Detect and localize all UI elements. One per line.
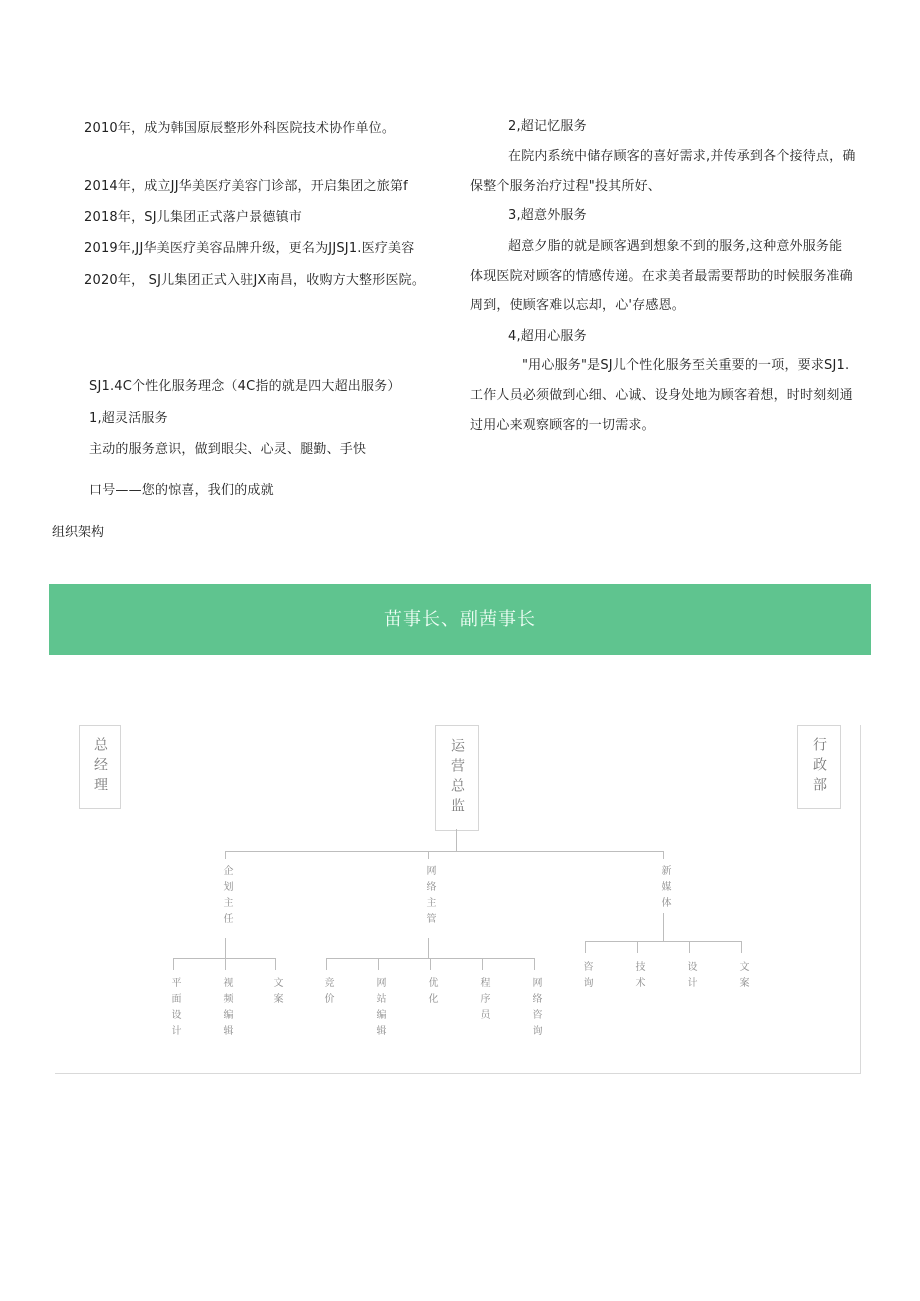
service-2-heading: 2,超记忆服务 <box>508 119 587 134</box>
service-3-text-2: 体现医院对顾客的情感传递。在求美者最需要帮助的时候服务准确 <box>470 269 853 284</box>
service-3-text-1: 超意夕脂的就是顾客遇到想象不到的服务,这种意外服务能 <box>508 239 843 254</box>
slogan: 口号——您的惊喜，我们的成就 <box>89 483 274 498</box>
connector <box>378 958 379 970</box>
service-concept-title: SJ1.4C个性化服务理念（4C指的就是四大超出服务） <box>89 379 401 394</box>
connector <box>585 941 586 953</box>
connector <box>741 941 742 953</box>
connector <box>663 851 664 859</box>
connector <box>173 958 275 959</box>
section-title: 组织架构 <box>52 525 105 540</box>
service-3-text-3: 周到，使顾客难以忘却，心'存感恩。 <box>470 298 685 313</box>
connector <box>689 941 690 953</box>
service-3-heading: 3,超意外服务 <box>508 208 587 223</box>
chairman-banner: 苗事长、副茜事长 <box>49 584 871 655</box>
org-online-consult: 网络咨询 <box>530 977 541 1041</box>
connector <box>225 851 226 859</box>
org-programmer: 程序员 <box>478 977 489 1025</box>
org-general-manager: 总经理 <box>79 725 121 809</box>
connector <box>275 958 276 970</box>
history-2020: 2020年， SJ儿集团正式入驻JX南昌，收购方大整形医院。 <box>84 273 426 288</box>
connector <box>663 913 664 941</box>
org-media-design: 设计 <box>685 961 696 993</box>
connector <box>225 958 226 970</box>
org-web-editing: 网站编辑 <box>374 977 385 1041</box>
connector <box>534 958 535 970</box>
service-4-text-2: 工作人员必须做到心细、心诚、设身处地为顾客着想，时时刻刻通 <box>470 388 853 403</box>
org-operations-director: 运营总监 <box>435 725 479 831</box>
service-2-text-1: 在院内系统中储存顾客的喜好需求,并传承到各个接待点，确 <box>508 149 856 164</box>
history-2014: 2014年，成立JJ华美医疗美容门诊部，开启集团之旅第f <box>84 179 408 194</box>
connector <box>173 958 174 970</box>
org-network-lead: 网络主管 <box>424 865 435 929</box>
service-4-heading: 4,超用心服务 <box>508 329 587 344</box>
connector <box>326 958 327 970</box>
org-media-tech: 技术 <box>633 961 644 993</box>
connector <box>225 851 663 852</box>
history-2019: 2019年,JJ华美医疗美容品牌升级，更名为JJSJ1.医疗美容 <box>84 241 415 256</box>
history-2018: 2018年，SJ儿集团正式落户景德镇市 <box>84 210 302 225</box>
org-new-media: 新媒体 <box>659 865 670 913</box>
org-video-editing: 视频编辑 <box>221 977 232 1041</box>
service-4-text-1: "用心服务"是SJ儿个性化服务至关重要的一项，要求SJ1. <box>522 358 850 373</box>
org-optimization: 优化 <box>426 977 437 1009</box>
org-graphic-design: 平面设计 <box>169 977 180 1041</box>
org-chart <box>55 725 860 1075</box>
connector <box>585 941 741 942</box>
org-admin-dept: 行政部 <box>797 725 841 809</box>
service-1-heading: 1,超灵活服务 <box>89 411 168 426</box>
connector <box>637 941 638 953</box>
service-1-text: 主动的服务意识，做到眼尖、心灵、腿勤、手快 <box>89 442 367 457</box>
org-planning-lead: 企划主任 <box>221 865 232 929</box>
org-media-copy: 文案 <box>737 961 748 993</box>
service-2-text-2: 保整个服务治疗过程"投其所好、 <box>470 179 661 194</box>
connector <box>430 958 431 970</box>
org-bidding: 竞价 <box>322 977 333 1009</box>
service-4-text-3: 过用心来观察顾客的一切需求。 <box>470 418 655 433</box>
connector <box>456 829 457 851</box>
connector <box>428 851 429 859</box>
org-copywriting: 文案 <box>271 977 282 1009</box>
connector <box>482 958 483 970</box>
connector <box>428 938 429 958</box>
connector <box>225 938 226 958</box>
org-media-consult: 咨询 <box>581 961 592 993</box>
history-2010: 2010年，成为韩国原辰整形外科医院技术协作单位。 <box>84 121 396 136</box>
